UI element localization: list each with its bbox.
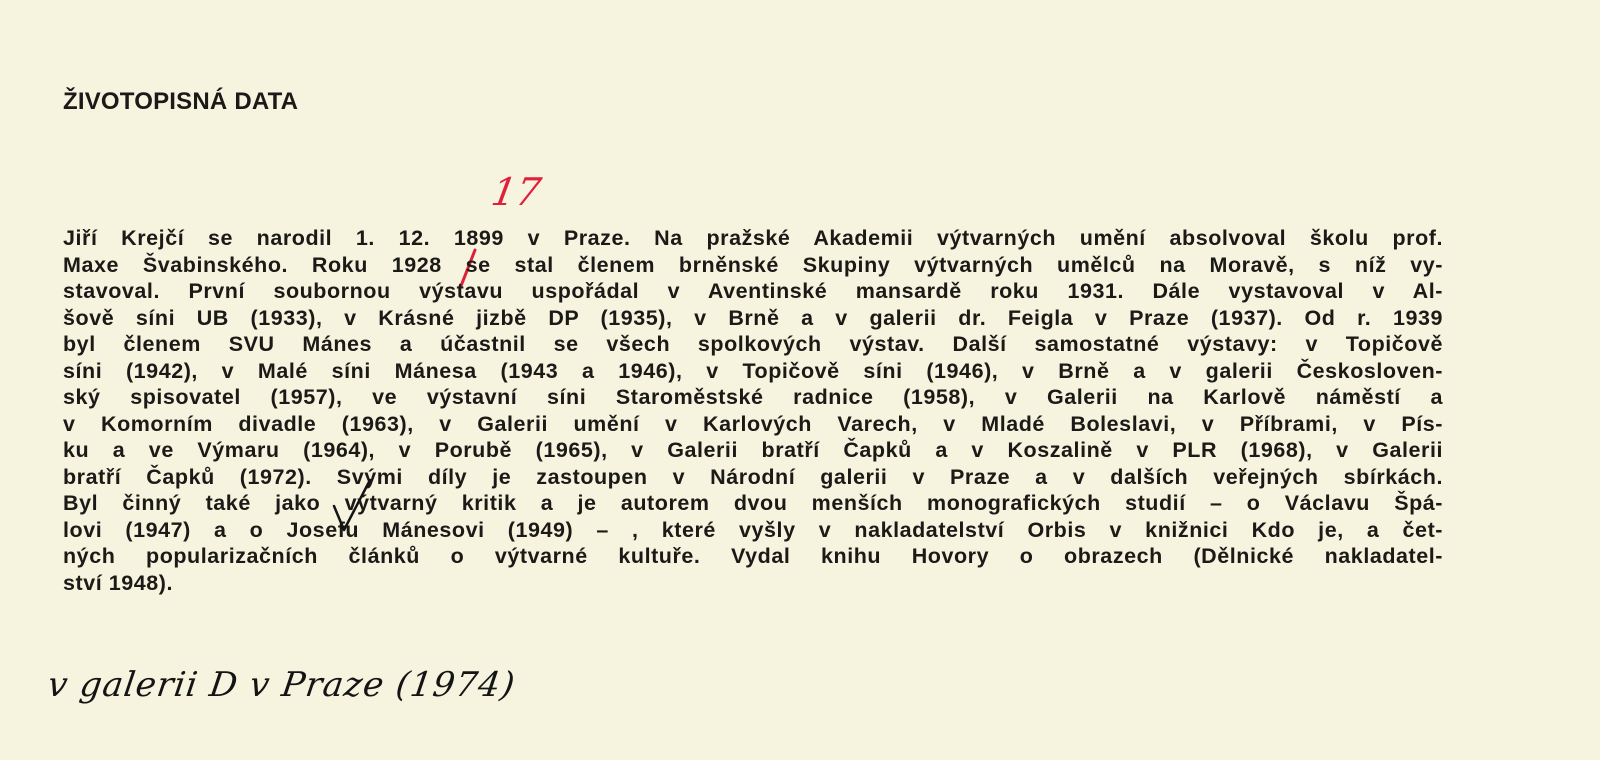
- bio-line: ku a ve Výmaru (1964), v Porubě (1965), v Galerii bratří Čapků a v Koszalině v PLR (1968), v Galerii: [63, 438, 1443, 462]
- bio-line: Jiří Krejčí se narodil 1. 12. 1899 v Praze. Na pražské Akademii výtvarných umění absolvoval školu prof.: [63, 226, 1443, 250]
- bio-line: šově síni UB (1933), v Krásné jizbě DP (1935), v Brně a v galerii dr. Feigla v Praze (1937). Od r. 1939: [63, 305, 1443, 330]
- biography-text: [63, 225, 1443, 596]
- bio-line: Byl činný také jako výtvarný kritik a je autorem dvou menších monografických studií – o Václavu Špá-: [63, 491, 1443, 515]
- bio-line: stavoval. První soubornou výstavu uspořádal v Aventinské mansardě roku 1931. Dále vystavoval v Al-: [63, 279, 1443, 303]
- bio-line: ství 1948).: [63, 570, 174, 595]
- insertion-mark: [330, 478, 376, 534]
- section-heading: ŽIVOTOPISNÁ DATA: [63, 88, 299, 115]
- bio-line: ský spisovatel (1957), ve výstavní síni Staroměstské radnice (1958), v Galerii na Karlově náměstí a: [63, 385, 1443, 409]
- handwritten-insertion-note: v galerii D v Praze (1974): [45, 665, 519, 705]
- bio-line: síni (1942), v Malé síni Mánesa (1943 a 1946), v Topičově síni (1946), v Brně a v galerii Českosloven-: [63, 358, 1443, 383]
- bio-line: ných popularizačních článků o výtvarné kultuře. Vydal knihu Hovory o obrazech (Dělnické nakladatel-: [63, 544, 1443, 568]
- bio-line: v Komorním divadle (1963), v Galerii umění v Karlových Varech, v Mladé Boleslavi, v Příbrami, v Pís-: [63, 411, 1443, 436]
- bio-line: byl členem SVU Mánes a účastnil se všech spolkových výstav. Další samostatné výstavy: v Topičově: [63, 332, 1443, 356]
- red-handwritten-correction: 17: [488, 170, 545, 214]
- bio-line: bratří Čapků (1972). Svými díly je zastoupen v Národní galerii v Praze a v dalších veřejných sbírkách.: [63, 464, 1443, 489]
- bio-line: Maxe Švabinského. Roku 1928 se stal členem brněnské Skupiny výtvarných umělců na Moravě, s níž vy-: [63, 252, 1443, 277]
- bio-line: lovi (1947) a o Josefu Mánesovi (1949) – , které vyšly v nakladatelství Orbis v knižnici Kdo je, a čet-: [63, 517, 1443, 542]
